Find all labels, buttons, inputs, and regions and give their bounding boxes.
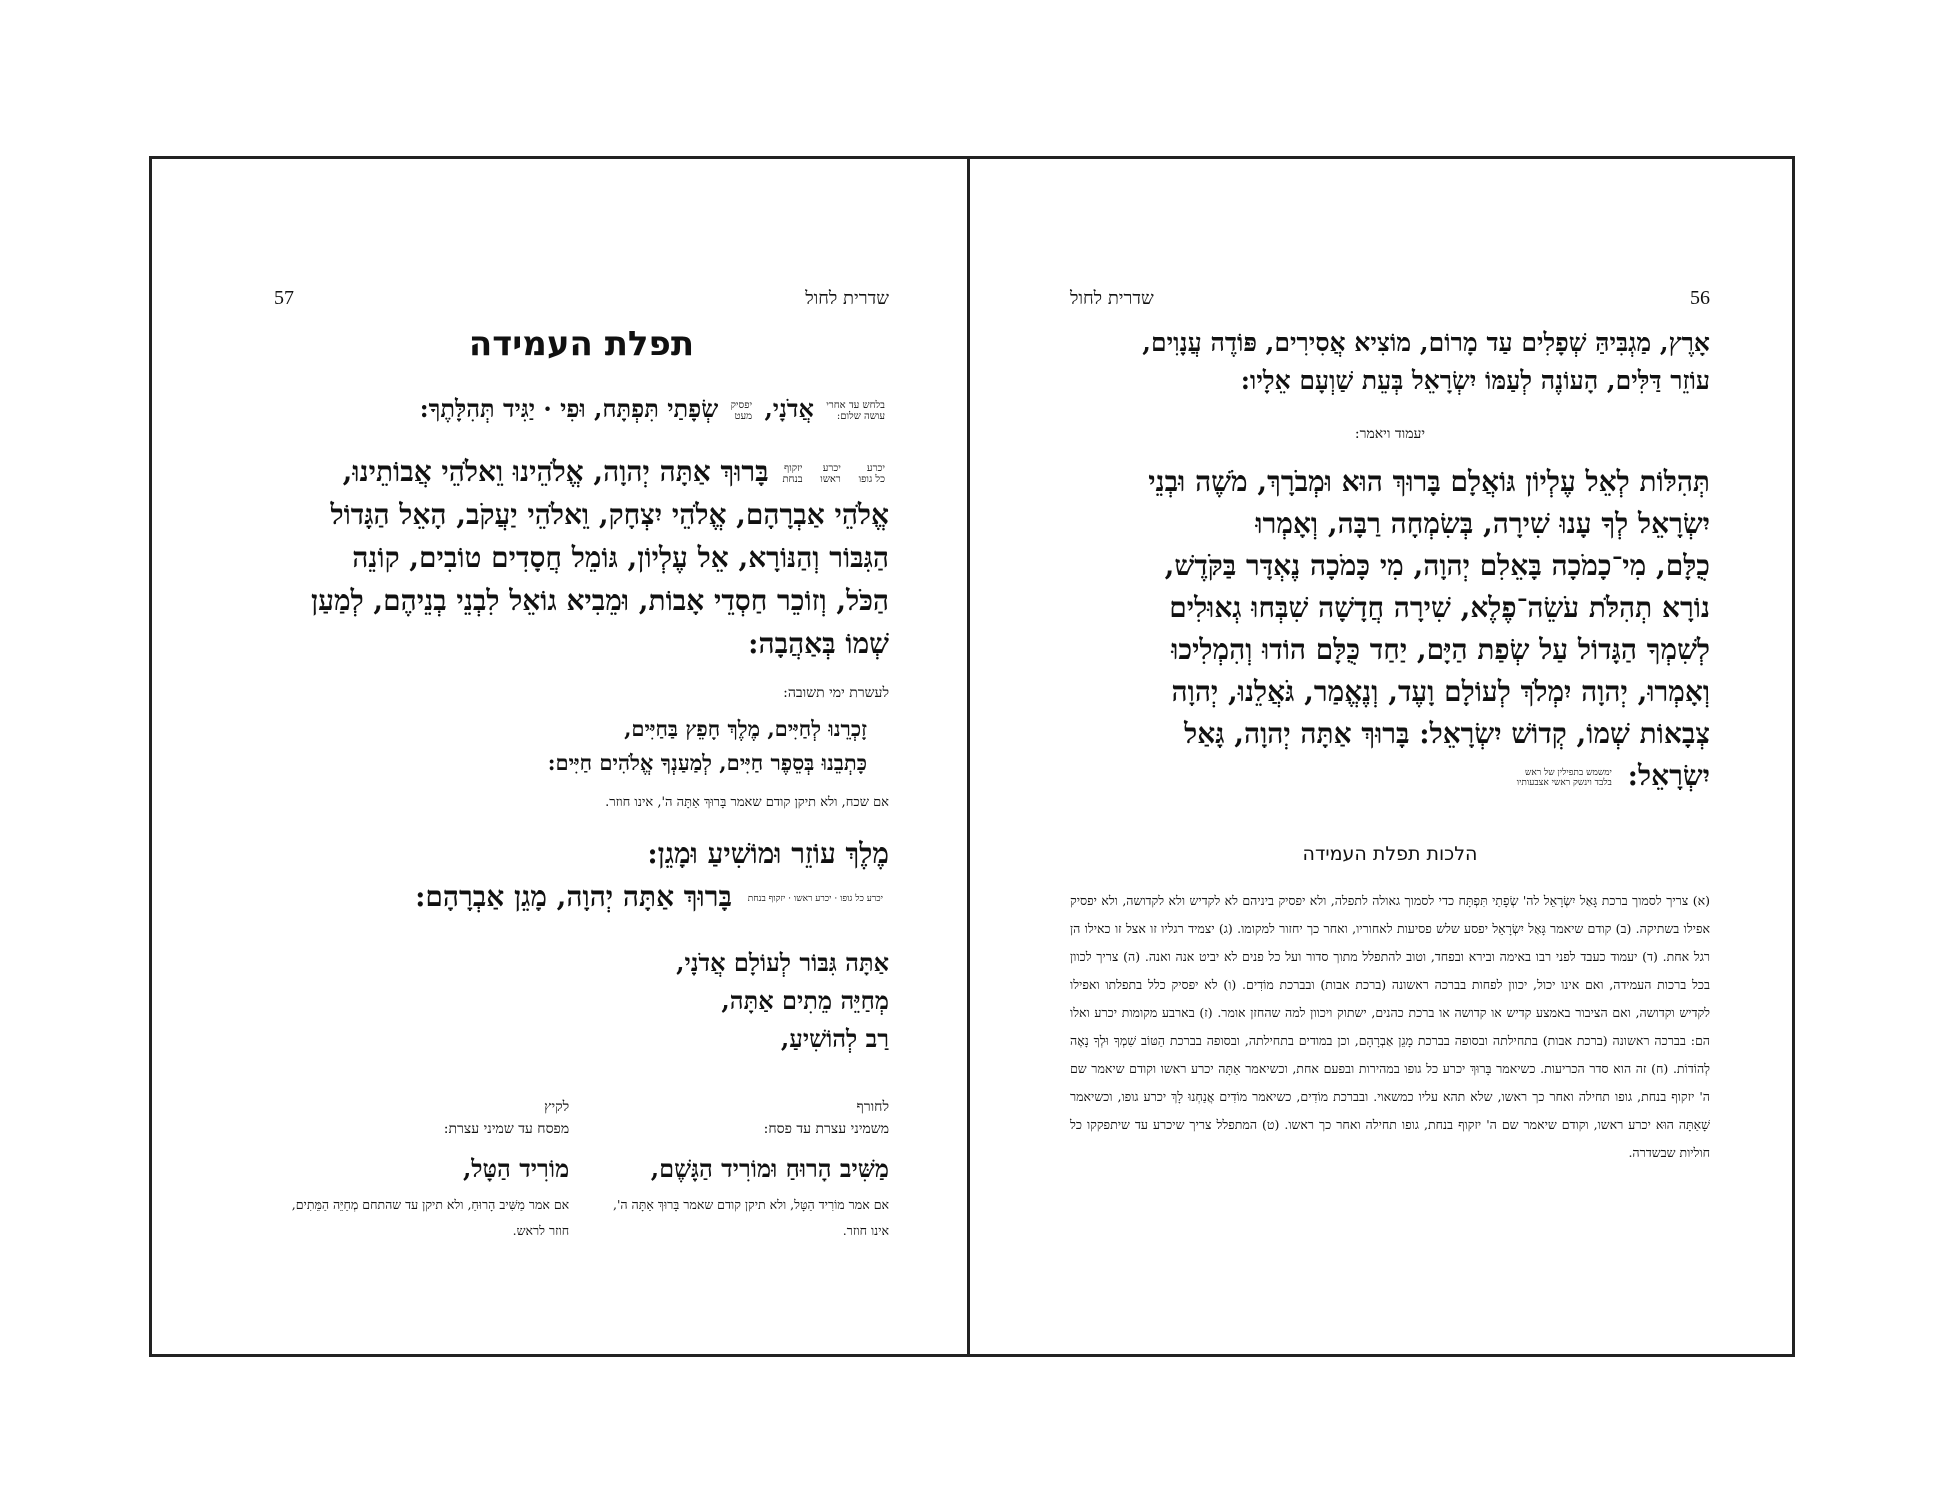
winter-sublabel: משמיני עצרת עד פסח: — [763, 1121, 889, 1137]
seasonal-insert — [274, 1096, 889, 1244]
aseret-label: לעשרת ימי תשובה: — [783, 685, 889, 701]
halachot-title: הלכות תפלת העמידה — [1302, 843, 1478, 865]
summer-text: מוֹרִיד הַטָּל, — [462, 1154, 570, 1183]
melech-line: מֶלֶךְ עוֹזֵר וּמוֹשִׁיעַ וּמָגֵן: — [647, 837, 889, 870]
halachot-text: (א) צריך לסמוך ברכת גָּאַל יִשְׂרָאֵל לה' שְׂפָתַי תִּפְתָּח כדי לסמוך גאולה לתפלה, ולא יפסיק ביניהם לא לקדיש ולא לקדושה, ולא יפסיק אפילו בשתיקה. (ב) קודם שיאמר גָּאַל יִשְׂרָאֵל יפסע שלש פסיעות לאחוריו, ואחר כך יחזור למקומו. (ג) יצמיד רגליו זו אצל זו כאילו הן רגל אחת. (ד) יעמוד כעבד לפני רבו באימה ובירא ובפחד, וטוב להתפלל מתוך סדור ועל כל פנים לא יביט אנה ואנה. (ה) צריך לכוון בכל ברכות העמידה, ואם אינו יכול, יכוון לפחות בברכה ראשונה (ברכת אבות) ובברכת מוֹדִים. (ו) לא יפסיק כלל בתפלתו ואפילו לקדיש וקדושה, ואם הציבור באמצע קדיש או קדושה או ברכת כהנים, ישתוק ויכוון למה שהחזן אומר. (ז) בארבע מקומות יכרע ואלו הם: בברכה ראשונה (ברכת אבות) בתחילתה ובסופה בברכת מָגֵן אַבְרָהָם, וכן במודים בתחילתה, ובסופה בברכת הַטּוֹב שִׁמְךָ וּלְךָ נָאֶה לְהוֹדוֹת. (ח) זה הוא סדר הכריעות. כשיאמר בָּרוּךְ יכרע כל גופו במהירות ובפעם אחת, וכשיאמר אַתָּה יכרע ראשו וקודם שיאמר שם ה' יזקוף בנחת, גופו תחילה ואחר כך ראשו, שלא תהא עליו כמשאוי. ובברכת מוֹדִים, כשיאמר מוֹדִים אֲנַחְנוּ לָךְ יכרע גופו, וכשיאמר שָׁאַתָּה הוּא יכרע ראשו, וקודם שיאמר שם ה' יזקוף בנחת, גופו תחילה ואחר כך ראשו. (ט) המתפלל צריך שיכרע עד שיתפקקו כל חוליות שבשדרה. — [1070, 893, 1710, 1160]
gevurot: אַתָּה גִּבּוֹר לְעוֹלָם אֲדֹנָי, מְחַיֵּה מֵתִים אַתָּה, רַב לְהוֹשִׁיעַ, — [676, 948, 889, 1053]
amud-label: יעמוד ויאמר: — [1354, 426, 1426, 442]
book-spread — [149, 156, 1795, 1357]
avot-blessing: יכרע כל גופו יכרע ראשו יזקוף בנחת בָּרוּךְ אַתָּה יְהוָה, אֱלֹהֵינוּ וֵאלֹהֵי אֲבוֹתֵינוּ, אֱלֹהֵי אַבְרָהָם, אֱלֹהֵי יִצְחָק, וֵאלֹהֵי יַעֲקֹב, הָאֵל הַגָּדוֹל הַגִּבּוֹר וְהַנּוֹרָא, אֵל עֶלְיוֹן, גּוֹמֵל חֲסָדִים טוֹבִים, קוֹנֵה הַכֹּל, וְזוֹכֵר חַסְדֵי אָבוֹת, וּמֵבִיא גוֹאֵל לִבְנֵי בְנֵיהֶם, לְמַעַן שְׁמוֹ בְּאַהֲבָה: — [310, 455, 889, 660]
winter-column — [594, 1096, 889, 1244]
aseret-insert: זָכְרֵנוּ לְחַיִּים, מֶלֶךְ חָפֵץ בַּחַיִּים, כָּתְבֵנוּ בְּסֵפֶר חַיִּים, לְמַעַנְךָ אֱלֹהִים חַיִּים: — [547, 716, 867, 775]
running-head: שדרית לחול — [1070, 288, 1154, 309]
summer-sublabel: מפסח עד שמיני עצרת: — [443, 1121, 570, 1137]
ezrat-continuation: אָרֶץ, מַגְבִּיהַּ שְׁפָלִים עַד מָרוֹם, מוֹצִיא אֲסִירִים, פּוֹדֶה עֲנָוִים, עוֹזֵר דַּלִּים, הָעוֹנֶה לְעַמּוֹ יִשְׂרָאֵל בְּעֵת שַׁוְעָם אֵלָיו: — [1142, 328, 1710, 395]
winter-text: מַשִּׁיב הָרוּחַ וּמוֹרִיד הַגָּשֶׁם, — [650, 1154, 889, 1183]
winter-label: לחורף — [856, 1099, 889, 1115]
winter-rule: אם אמר מוֹרִיד הַטָּל, ולא תיקן קודם שאמר בָּרוּךְ אַתָּה ה', אינו חוזר. — [612, 1197, 889, 1238]
page-56 — [970, 159, 1792, 1354]
opening-note: בלחש עד אחרי עושה שלום: — [826, 399, 885, 422]
page-number: 56 — [1690, 287, 1710, 309]
baruch-magen: יכרע כל גופו · יכרע ראשו · יזקוף בנחת בָּרוּךְ אַתָּה יְהוָה, מָגֵן אַבְרָהָם: — [415, 880, 883, 913]
running-head: שדרית לחול — [805, 288, 889, 309]
shachach-rule: אם שכח, ולא תיקן קודם שאמר בָּרוּךְ אַתָּה ה', אינו חוזר. — [605, 795, 889, 810]
summer-rule: אם אמר מַשִּׁיב הָרוּחַ, ולא תיקן עד שהתחם מְחַיֵּה הַמֵּתִים, חוזר לראש. — [291, 1197, 570, 1238]
tefillin-note: ימשמש בתפילין של ראש בלבד וינשק ראשי אצבעותיו — [1516, 767, 1612, 788]
page-number: 57 — [274, 287, 294, 309]
summer-column — [274, 1096, 569, 1244]
page-header — [274, 287, 889, 310]
opening-verse: בלחש עד אחרי עושה שלום: אֲדֹנָי, יפסיק מעט שְׂפָתַי תִּפְתָּח, וּפִי · יַגִּיד תְּהִלָּתֶךָ: — [419, 394, 885, 423]
page-57 — [152, 159, 970, 1354]
page-header — [1070, 287, 1710, 310]
tehilot-paragraph: תְּהִלּוֹת לְאֵל עֶלְיוֹן גּוֹאֲלָם בָּרוּךְ הוּא וּמְבֹרָךְ, מֹשֶׁה וּבְנֵי יִשְׂרָאֵל לְךָ עָנוּ שִׁירָה, בְּשִׂמְחָה רַבָּה, וְאָמְרוּ כֻלָּם, מִי־כָמֹכָה בָּאֵלִם יְהוָה, מִי כָּמֹכָה נֶאְדָּר בַּקֹּדֶשׁ, נוֹרָא תְהִלֹּת עֹשֵׂה־פֶלֶא, שִׁירָה חֲדָשָׁה שִׁבְּחוּ גְאוּלִים לְשִׁמְךָ הַגָּדוֹל עַל שְׂפַת הַיָּם, יַחַד כֻּלָּם הוֹדוּ וְהִמְלִיכוּ וְאָמְרוּ, יְהוָה יִמְלֹךְ לְעוֹלָם וָעֶד, וְנֶאֱמַר, גֹּאֲלֵנוּ, יְהוָה צְבָאוֹת שְׁמוֹ, קְדוֹשׁ יִשְׂרָאֵל: בָּרוּךְ אַתָּה יְהוָה, גָּאַל יִשְׂרָאֵל: ימשמש בתפילין של ראש בלבד וינשק ראשי אצבעותיו — [1148, 465, 1710, 792]
page-title: תפלת העמידה — [468, 324, 695, 364]
summer-label: לקיץ — [544, 1099, 570, 1115]
